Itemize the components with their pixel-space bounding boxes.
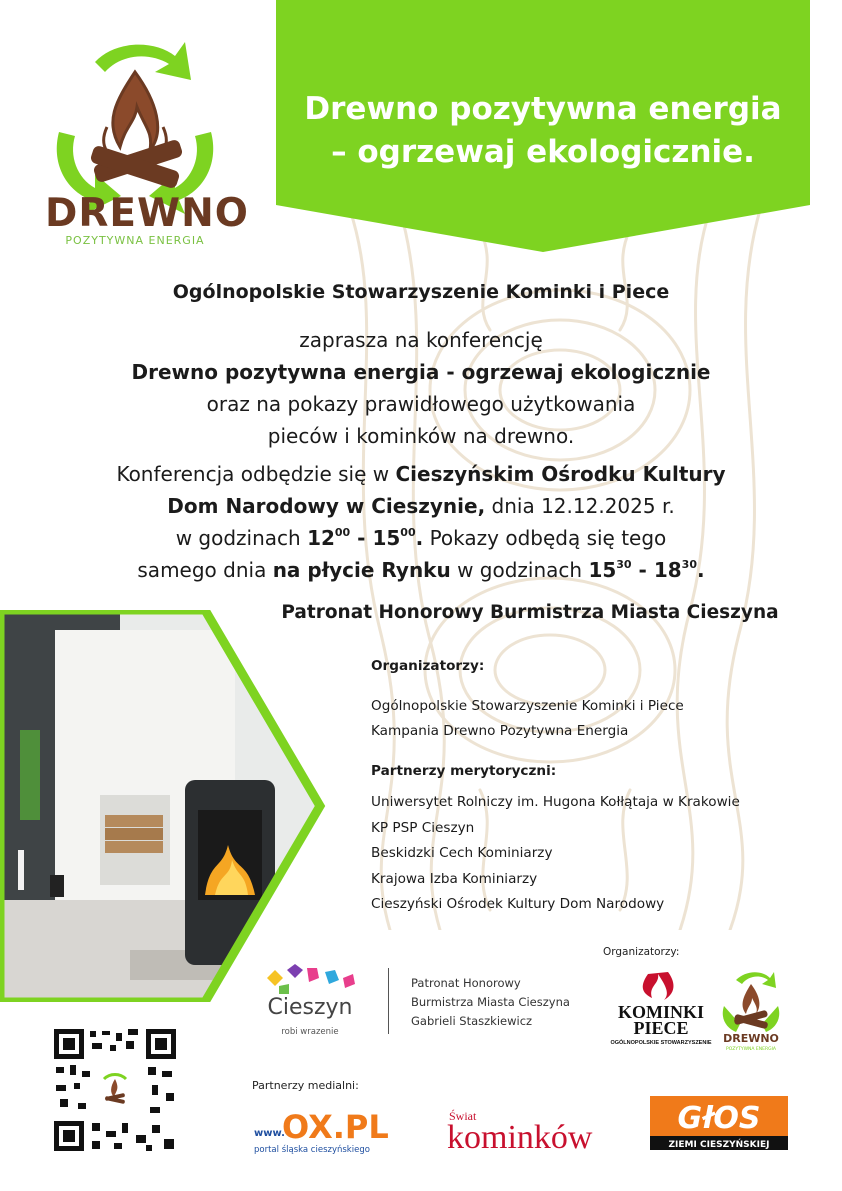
invite-line1: zaprasza na konferencję	[299, 328, 543, 352]
drewno-small-word: DREWNO	[723, 1032, 779, 1045]
glos-sub: ZIEMI CIESZYŃSKIEJ	[668, 1140, 770, 1150]
venue-place: Dom Narodowy w Cieszynie,	[167, 494, 486, 518]
honorary-patronage-small	[411, 974, 611, 1031]
cieszyn-logo-slogan: robi wrazenie	[281, 1027, 339, 1037]
ox-sub: portal śląska cieszyńskiego	[254, 1145, 370, 1155]
swiat-kominkow-logo	[447, 1100, 617, 1160]
stove-photo	[0, 610, 330, 1002]
divider	[388, 968, 389, 1034]
swiat-main: kominków	[447, 1119, 593, 1156]
partner-item: Beskidzki Cech Kominiarzy	[371, 845, 553, 861]
conf-text: w godzinach	[175, 526, 308, 550]
conf-line3	[30, 522, 812, 554]
drewno-logo-subtitle: POZYTYWNA ENERGIA	[65, 234, 205, 247]
banner-title-line1: Drewno pozytywna energia	[304, 91, 782, 127]
invite-line3: oraz na pokazy prawidłowego użytkowania	[206, 392, 636, 416]
kp-logo-word2: PIECE	[633, 1018, 689, 1038]
show-location: na płycie Rynku	[272, 558, 451, 582]
banner-title-line2: – ogrzewaj ekologicznie.	[331, 134, 755, 170]
ox-www: www.	[254, 1128, 285, 1139]
partners-heading: Partnerzy merytoryczni:	[371, 762, 557, 779]
partner-item: Uniwersytet Rolniczy im. Hugona Kołłątaja w Krakowie	[371, 794, 740, 810]
partner-item: KP PSP Cieszyn	[371, 819, 475, 836]
invite-line4: pieców i kominków na drewno.	[267, 424, 575, 448]
conf-line2	[30, 490, 812, 522]
ox-name: OX.PL	[282, 1108, 389, 1146]
media-partners-label: Partnerzy medialni:	[252, 1079, 359, 1092]
glos-main: GłOS	[677, 1101, 761, 1136]
organizers-partners-list	[371, 654, 811, 918]
kp-logo-sub: OGÓLNOPOLSKIE STOWARZYSZENIE	[610, 1040, 712, 1046]
organizer-headline: Ogólnopolskie Stowarzyszenie Kominki i Piece	[172, 281, 670, 303]
conf-line4	[30, 554, 812, 586]
drewno-small-sub: POZYTYWNA ENERGIA	[726, 1047, 776, 1052]
invite-line2	[30, 356, 812, 388]
organizers-label: Organizatorzy:	[603, 946, 680, 958]
patronage-line: Patronat Honorowy	[411, 976, 521, 990]
conf-line1	[30, 458, 812, 490]
swiat-top: Świat	[449, 1109, 477, 1123]
kominki-piece-logo	[608, 968, 714, 1048]
honorary-patronage: Patronat Honorowy Burmistrza Miasta Cieszyna	[281, 602, 779, 623]
cieszyn-logo-word: Cieszyn	[267, 995, 353, 1020]
organizer-item: Ogólnopolskie Stowarzyszenie Kominki i Piece	[371, 697, 684, 714]
glos-ziemi-cieszynskiej-logo	[650, 1096, 788, 1150]
conf-date: dnia 12.12.2025 r.	[485, 494, 675, 518]
patronage-line: Burmistrza Miasta Cieszyna	[411, 995, 570, 1009]
drewno-logo-word: DREWNO	[45, 191, 249, 236]
conf-text: Pokazy odbędą się tego	[423, 526, 667, 550]
qr-code	[52, 1027, 178, 1153]
partner-item: Krajowa Izba Kominiarzy	[371, 870, 538, 887]
drewno-small-logo	[718, 968, 784, 1054]
organizers-heading: Organizatorzy:	[371, 658, 485, 674]
kp-logo-word1: KOMINKI	[617, 1002, 705, 1022]
banner-title	[276, 88, 810, 174]
invitation-text	[30, 324, 812, 452]
organizer-item: Kampania Drewno Pozytywna Energia	[371, 723, 629, 739]
conf-text: samego dnia	[137, 558, 273, 582]
conference-details	[30, 458, 812, 586]
conf-text: w godzinach	[450, 558, 589, 582]
show-time: $15^{30} - 18^{30}$.	[588, 558, 705, 582]
patronage-line: Gabrieli Staszkiewicz	[411, 1014, 533, 1028]
conf-time: $12^{00} - 15^{00}$.	[307, 526, 424, 550]
conf-text: Konferencja odbędzie się w	[116, 462, 396, 486]
venue-name: Cieszyńskim Ośrodku Kultury	[395, 462, 726, 486]
partner-item: Cieszyński Ośrodek Kultury Dom Narodowy	[371, 896, 665, 912]
ox-pl-logo	[252, 1098, 422, 1158]
conference-title: Drewno pozytywna energia - ogrzewaj ekologicznie	[131, 360, 711, 384]
